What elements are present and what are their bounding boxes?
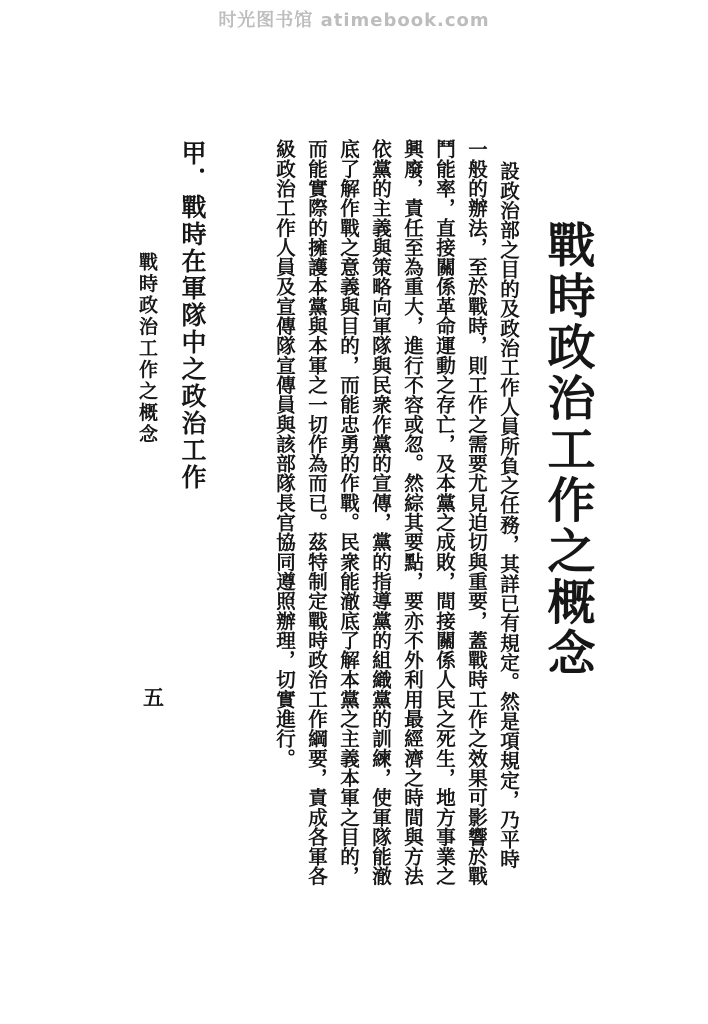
paragraph-line-4: 興廢，責任至為重大，進行不容或忽。然綜其要點，要亦不外利用最經濟之時間與方法 xyxy=(401,139,424,886)
paragraph-line-2: 一般的辦法，至於戰時，則工作之需要尤見迫切與重要，蓋戰時工作之效果可影響於戰 xyxy=(465,139,488,886)
page-number: 五 xyxy=(143,685,164,710)
paragraph-line-7: 而能實際的擁護本黨與本軍之一切作為而已。茲特制定戰時政治工作綱要，責成各軍各 xyxy=(305,139,328,886)
watermark: 时光图书馆 atimebook.com xyxy=(218,10,490,31)
paragraph-line-1: 設政治部之目的及政治工作人員所負之任務，其詳已有規定。然是項規定，乃平時 xyxy=(497,161,520,869)
paragraph-line-3: 鬥能率，直接關係革命運動之存亡，及本黨之成敗，間接關係人民之死生，地方事業之 xyxy=(433,139,456,886)
paragraph-line-6: 底了解作戰之意義與目的，而能忠勇的作戰。民衆能澈底了解本黨之主義本軍之目的， xyxy=(337,139,360,886)
page-title: 戰時政治工作之概念 xyxy=(539,220,595,679)
paragraph-line-5: 依黨的主義與策略向軍隊與民衆作黨的宣傳，黨的指導黨的組織黨的訓練，使軍隊能澈 xyxy=(369,139,392,886)
paragraph-line-8: 級政治工作人員及宣傳隊宣傳員與該部隊長官協同遵照辦理，切實進行。 xyxy=(273,139,296,768)
running-header: 戰時政治工作之概念 xyxy=(136,252,158,446)
section-heading: 甲．戰時在軍隊中之政治工作 xyxy=(178,140,207,491)
